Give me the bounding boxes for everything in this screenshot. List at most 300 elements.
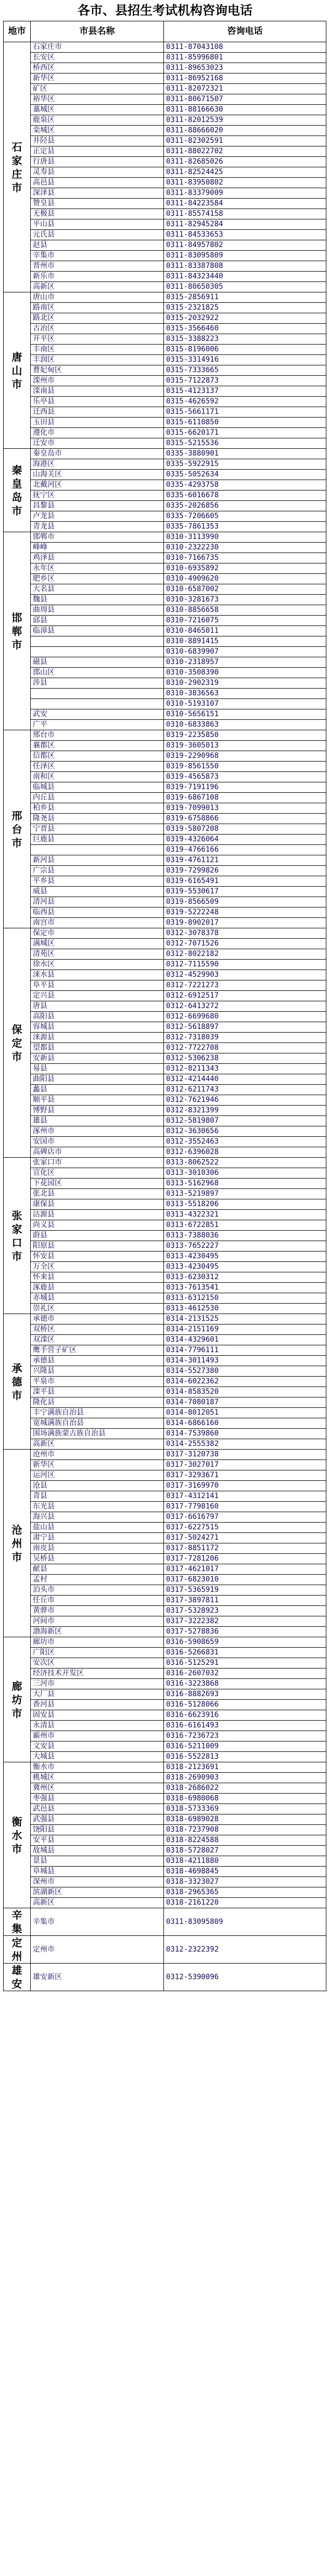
phone-number: 0335-2026856	[164, 501, 326, 511]
county-name: 沧州市	[31, 1450, 164, 1460]
county-name: 孟村	[31, 1575, 164, 1585]
phone-number: 0319-2235850	[164, 730, 326, 741]
table-row	[4, 1147, 326, 1158]
phone-number: 0317-4312141	[164, 1491, 326, 1502]
county-name	[31, 699, 164, 709]
city-cell	[4, 42, 31, 292]
table-row	[4, 824, 326, 835]
phone-number: 0316-6623916	[164, 1710, 326, 1721]
phone-number: 0315-3566460	[164, 324, 326, 334]
table-row	[4, 53, 326, 63]
table-row	[4, 1887, 326, 1898]
phone-number: 0312-5618897	[164, 1022, 326, 1033]
phone-number: 0317-5024271	[164, 1533, 326, 1543]
table-row	[4, 1012, 326, 1022]
phone-number: 0317-8851172	[164, 1543, 326, 1554]
table-row	[4, 1106, 326, 1116]
phone-number: 0319-6758866	[164, 814, 326, 824]
table-row	[4, 1366, 326, 1377]
table-row	[4, 563, 326, 574]
phone-number: 0313-6722851	[164, 1220, 326, 1231]
table-row	[4, 1846, 326, 1856]
county-name: 安平县	[31, 1835, 164, 1846]
table-row	[4, 866, 326, 876]
phone-number: 0311-84533653	[164, 230, 326, 240]
city-cell	[4, 1964, 31, 1991]
phone-number: 0310-3836563	[164, 689, 326, 699]
phone-number: 0318-4211880	[164, 1856, 326, 1867]
table-row	[4, 1335, 326, 1345]
phone-number: 0317-6616797	[164, 1512, 326, 1523]
phone-number: 0313-8062522	[164, 1158, 326, 1168]
county-name: 广宗县	[31, 866, 164, 876]
table-row	[4, 418, 326, 428]
table-row	[4, 397, 326, 407]
county-name: 玉田县	[31, 418, 164, 428]
table-row	[4, 1856, 326, 1867]
phone-number: 0312-7115590	[164, 960, 326, 970]
table-row	[4, 115, 326, 126]
city-name: 定州	[11, 1936, 22, 1962]
phone-number: 0313-7652227	[164, 1241, 326, 1252]
table-row	[4, 167, 326, 178]
phone-number: 0318-2690903	[164, 1773, 326, 1783]
table-row	[4, 939, 326, 949]
county-name: 永年区	[31, 563, 164, 574]
table-row	[4, 1606, 326, 1616]
city-cell	[4, 928, 31, 1158]
phone-number: 0317-3293671	[164, 1470, 326, 1481]
table-row	[4, 345, 326, 355]
county-name: 鹰手营子矿区	[31, 1345, 164, 1356]
phone-number: 0311-88666020	[164, 126, 326, 136]
county-name: 矿区	[31, 84, 164, 94]
phone-number: 0313-4612530	[164, 1304, 326, 1314]
county-name: 怀安县	[31, 1252, 164, 1262]
phone-number: 0312-7621946	[164, 1095, 326, 1106]
table-row	[4, 657, 326, 668]
county-name: 献县	[31, 1564, 164, 1575]
table-row	[4, 1179, 326, 1189]
phone-number: 0311-84323440	[164, 272, 326, 282]
phone-number: 0335-6016678	[164, 490, 326, 501]
phone-number: 0319-4565873	[164, 772, 326, 782]
city-cell	[4, 1158, 31, 1314]
phone-number: 0310-8465011	[164, 626, 326, 636]
phone-number: 0311-85996801	[164, 53, 326, 63]
county-name: 宣化区	[31, 1168, 164, 1179]
table-row	[4, 209, 326, 219]
phone-number: 0316-7236723	[164, 1731, 326, 1741]
table-row	[4, 230, 326, 240]
phone-number: 0317-5328923	[164, 1606, 326, 1616]
county-name: 三河市	[31, 1679, 164, 1689]
phone-number: 0315-2032922	[164, 313, 326, 324]
county-name: 涞源县	[31, 1033, 164, 1043]
county-name: 路南区	[31, 303, 164, 313]
table-row	[4, 699, 326, 709]
table-row	[4, 1804, 326, 1814]
county-name: 康保县	[31, 1199, 164, 1210]
phone-number: 0311-82685026	[164, 157, 326, 167]
phone-number: 0316-2607032	[164, 1669, 326, 1679]
table-row	[4, 1043, 326, 1053]
county-name: 丰润区	[31, 355, 164, 365]
phone-number: 0317-5365919	[164, 1585, 326, 1596]
phone-number: 0310-6935892	[164, 563, 326, 574]
table-row	[4, 1074, 326, 1085]
phone-number: 0311-80671507	[164, 94, 326, 105]
county-name	[31, 689, 164, 699]
city-name: 廊坊市	[11, 1679, 22, 1720]
phone-number: 0314-2131525	[164, 1314, 326, 1324]
table-row	[4, 1523, 326, 1533]
phone-number: 0312-6699680	[164, 1012, 326, 1022]
county-name: 威县	[31, 887, 164, 897]
table-row	[4, 1033, 326, 1043]
county-name: 蔚县	[31, 1231, 164, 1241]
table-row	[4, 918, 326, 928]
county-name: 丰宁满族自治县	[31, 1408, 164, 1418]
phone-number: 0311-83950802	[164, 178, 326, 188]
county-name: 肥乡区	[31, 574, 164, 584]
county-name	[31, 636, 164, 647]
county-name: 临漳县	[31, 626, 164, 636]
phone-number: 0335-5052634	[164, 470, 326, 480]
phone-number: 0310-7216075	[164, 616, 326, 626]
table-row	[4, 772, 326, 782]
county-name: 桃城区	[31, 1773, 164, 1783]
county-name: 赵县	[31, 240, 164, 251]
county-name: 唐山市	[31, 292, 164, 303]
contact-table	[3, 21, 326, 1991]
county-name: 元氏县	[31, 230, 164, 240]
county-name: 深泽县	[31, 188, 164, 199]
phone-number: 0311-87043108	[164, 42, 326, 53]
county-name: 秦皇岛市	[31, 449, 164, 459]
phone-number: 0311-86952168	[164, 73, 326, 84]
table-row	[4, 814, 326, 824]
table-row	[4, 1231, 326, 1241]
county-name: 阜城县	[31, 1867, 164, 1877]
county-name: 新乐市	[31, 272, 164, 282]
city-cell	[4, 1908, 31, 1936]
city-name: 邯郸市	[11, 611, 22, 651]
table-row	[4, 1554, 326, 1564]
table-row	[4, 1283, 326, 1293]
phone-number: 0312-7722708	[164, 1043, 326, 1053]
county-name: 广平	[31, 720, 164, 730]
county-name: 井陉县	[31, 136, 164, 146]
county-name: 承德县	[31, 1356, 164, 1366]
county-name: 曹妃甸区	[31, 365, 164, 376]
table-row	[4, 1669, 326, 1679]
phone-number: 0319-7191196	[164, 782, 326, 793]
table-row	[4, 459, 326, 470]
table-row	[4, 251, 326, 261]
county-name	[31, 647, 164, 657]
table-row	[4, 136, 326, 146]
phone-number: 0335-5922915	[164, 459, 326, 470]
table-row	[4, 365, 326, 376]
city-name: 唐山市	[11, 350, 22, 390]
city-cell	[4, 1314, 31, 1450]
phone-number: 0310-2318957	[164, 657, 326, 668]
county-name: 临城县	[31, 782, 164, 793]
county-name: 武安	[31, 709, 164, 720]
phone-number: 0318-2686022	[164, 1783, 326, 1794]
county-name: 唐县	[31, 1001, 164, 1012]
county-name: 开平区	[31, 334, 164, 345]
county-name: 迁西县	[31, 407, 164, 418]
phone-number: 0315-8196006	[164, 345, 326, 355]
county-name: 大名县	[31, 584, 164, 595]
city-cell	[4, 1762, 31, 1908]
county-name: 泊头市	[31, 1585, 164, 1596]
phone-number: 0312-6396028	[164, 1147, 326, 1158]
table-row	[4, 1199, 326, 1210]
table-row	[4, 1272, 326, 1283]
phone-number: 0316-5128066	[164, 1700, 326, 1710]
phone-number: 0312-5306238	[164, 1053, 326, 1064]
table-row	[4, 178, 326, 188]
county-name: 藁城区	[31, 105, 164, 115]
table-row	[4, 1053, 326, 1064]
phone-number: 0319-4761121	[164, 855, 326, 866]
county-name: 运河区	[31, 1470, 164, 1481]
table-row	[4, 1210, 326, 1220]
table-row	[4, 1314, 326, 1324]
city-name: 辛集	[11, 1909, 22, 1935]
county-name: 南和区	[31, 772, 164, 782]
phone-number: 0312-6413272	[164, 1001, 326, 1012]
header-city: 地市	[4, 21, 31, 42]
county-name: 涿州市	[31, 1126, 164, 1137]
county-name: 巨鹿县	[31, 835, 164, 845]
table-row	[4, 1689, 326, 1700]
phone-number: 0310-5193107	[164, 699, 326, 709]
phone-number: 0335-7206605	[164, 511, 326, 522]
county-name: 辛集市	[31, 251, 164, 261]
phone-number: 0314-7796111	[164, 1345, 326, 1356]
table-row	[4, 751, 326, 762]
county-name: 顺平县	[31, 1095, 164, 1106]
phone-number: 0310-8856658	[164, 605, 326, 616]
table-row	[4, 105, 326, 115]
table-row	[4, 1512, 326, 1523]
phone-number: 0310-6587002	[164, 584, 326, 595]
table-row	[4, 470, 326, 480]
phone-number: 0319-4326064	[164, 835, 326, 845]
city-name: 石家庄市	[11, 140, 22, 194]
table-row	[4, 1721, 326, 1731]
phone-number: 0318-8224588	[164, 1835, 326, 1846]
phone-number: 0316-5908659	[164, 1637, 326, 1648]
phone-number: 0318-6989028	[164, 1814, 326, 1825]
phone-number: 0315-2321825	[164, 303, 326, 313]
county-name: 石家庄市	[31, 42, 164, 53]
table-row	[4, 1168, 326, 1179]
table-row	[4, 960, 326, 970]
county-name: 内丘县	[31, 793, 164, 803]
table-row	[4, 1502, 326, 1512]
county-name: 海兴县	[31, 1512, 164, 1523]
county-name: 海港区	[31, 459, 164, 470]
county-name: 乐亭县	[31, 397, 164, 407]
table-row	[4, 1116, 326, 1126]
county-name: 满城区	[31, 939, 164, 949]
county-name: 襄都区	[31, 741, 164, 751]
phone-number: 0315-4626592	[164, 397, 326, 407]
phone-number: 0319-8561550	[164, 762, 326, 772]
phone-number: 0314-5527380	[164, 1366, 326, 1377]
table-row	[4, 845, 326, 855]
table-row	[4, 501, 326, 511]
table-row	[4, 1783, 326, 1794]
table-row	[4, 313, 326, 324]
phone-number: 0311-83379009	[164, 188, 326, 199]
table-row	[4, 543, 326, 553]
table-row	[4, 1345, 326, 1356]
county-name: 冀州区	[31, 1783, 164, 1794]
county-name: 盐山县	[31, 1523, 164, 1533]
city-name: 保定市	[11, 1023, 22, 1063]
table-row	[4, 741, 326, 751]
phone-number: 0319-8902017	[164, 918, 326, 928]
phone-number: 0312-6211743	[164, 1085, 326, 1095]
table-row	[4, 292, 326, 303]
phone-number: 0313-4230495	[164, 1262, 326, 1272]
table-row	[4, 668, 326, 678]
table-row	[4, 84, 326, 94]
county-name: 高碑店市	[31, 1147, 164, 1158]
phone-number: 0312-7221273	[164, 980, 326, 991]
phone-number: 0313-4322321	[164, 1210, 326, 1220]
phone-number: 0317-7281206	[164, 1554, 326, 1564]
phone-number: 0312-7071526	[164, 939, 326, 949]
phone-number: 0319-6867108	[164, 793, 326, 803]
table-row	[4, 272, 326, 282]
city-name: 张家口市	[11, 1209, 22, 1262]
county-name: 怀来县	[31, 1272, 164, 1283]
table-row	[4, 709, 326, 720]
phone-number: 0311-83387808	[164, 261, 326, 272]
table-row	[4, 240, 326, 251]
phone-number: 0319-3605013	[164, 741, 326, 751]
table-row	[4, 199, 326, 209]
table-row	[4, 1001, 326, 1012]
phone-number: 0318-3323027	[164, 1877, 326, 1887]
city-cell	[4, 292, 31, 449]
county-name: 下花园区	[31, 1179, 164, 1189]
county-name: 定州市	[31, 1936, 164, 1964]
table-row	[4, 689, 326, 699]
city-name: 秦皇岛市	[11, 463, 22, 517]
county-name: 新河县	[31, 855, 164, 866]
county-name: 博野县	[31, 1106, 164, 1116]
phone-number: 0315-5661171	[164, 407, 326, 418]
county-name: 渤海新区	[31, 1627, 164, 1637]
city-cell	[4, 730, 31, 928]
phone-number: 0310-5656151	[164, 709, 326, 720]
county-name: 固安县	[31, 1710, 164, 1721]
table-row	[4, 522, 326, 532]
county-name: 长安区	[31, 53, 164, 63]
phone-number: 0319-5530617	[164, 887, 326, 897]
table-row	[4, 355, 326, 365]
county-name: 河间市	[31, 1616, 164, 1627]
county-name: 雄县	[31, 1116, 164, 1126]
table-row	[4, 1741, 326, 1752]
county-name: 昌黎县	[31, 501, 164, 511]
table-row	[4, 678, 326, 689]
county-name: 南皮县	[31, 1543, 164, 1554]
county-name: 枣强县	[31, 1794, 164, 1804]
phone-number: 0315-3314916	[164, 355, 326, 365]
table-row	[4, 1252, 326, 1262]
table-row	[4, 490, 326, 501]
phone-number: 0316-3223868	[164, 1679, 326, 1689]
table-row	[4, 334, 326, 345]
county-name: 遵化市	[31, 428, 164, 438]
table-row	[4, 1543, 326, 1554]
phone-number: 0314-6022362	[164, 1377, 326, 1387]
county-name: 高新区	[31, 1439, 164, 1450]
table-row	[4, 1429, 326, 1439]
table-row	[4, 42, 326, 53]
table-row	[4, 980, 326, 991]
county-name: 广阳区	[31, 1648, 164, 1658]
phone-number: 0316-5266831	[164, 1648, 326, 1658]
phone-number: 0312-3552463	[164, 1137, 326, 1147]
county-name: 信都区	[31, 751, 164, 762]
county-name: 张北县	[31, 1189, 164, 1199]
table-row	[4, 1731, 326, 1741]
county-name: 行唐县	[31, 157, 164, 167]
phone-number: 0318-7237908	[164, 1825, 326, 1835]
phone-number: 0312-4214440	[164, 1074, 326, 1085]
city-cell	[4, 1450, 31, 1637]
table-row	[4, 407, 326, 418]
phone-number: 0312-8211343	[164, 1064, 326, 1074]
table-row	[4, 324, 326, 334]
table-row	[4, 1627, 326, 1637]
phone-number: 0314-4329601	[164, 1335, 326, 1345]
table-row	[4, 188, 326, 199]
county-name: 双滦区	[31, 1335, 164, 1345]
header-county: 市县名称	[31, 21, 164, 42]
table-row	[4, 1825, 326, 1835]
phone-number: 0311-85574158	[164, 209, 326, 219]
phone-number: 0315-2856911	[164, 292, 326, 303]
page-title: 各市、县招生考试机构咨询电话	[78, 3, 252, 18]
table-row	[4, 855, 326, 866]
table-row	[4, 1377, 326, 1387]
table-row	[4, 553, 326, 563]
county-name: 景县	[31, 1856, 164, 1867]
table-row	[4, 793, 326, 803]
phone-number: 0313-4230495	[164, 1252, 326, 1262]
county-name: 围场满族蒙古族自治县	[31, 1429, 164, 1439]
table-row	[4, 1408, 326, 1418]
table-row	[4, 949, 326, 960]
phone-number: 0317-6823010	[164, 1575, 326, 1585]
phone-number: 0317-3897811	[164, 1596, 326, 1606]
table-row	[4, 1710, 326, 1721]
county-name: 高阳县	[31, 1012, 164, 1022]
table-row	[4, 1387, 326, 1397]
county-name: 北戴河区	[31, 480, 164, 490]
